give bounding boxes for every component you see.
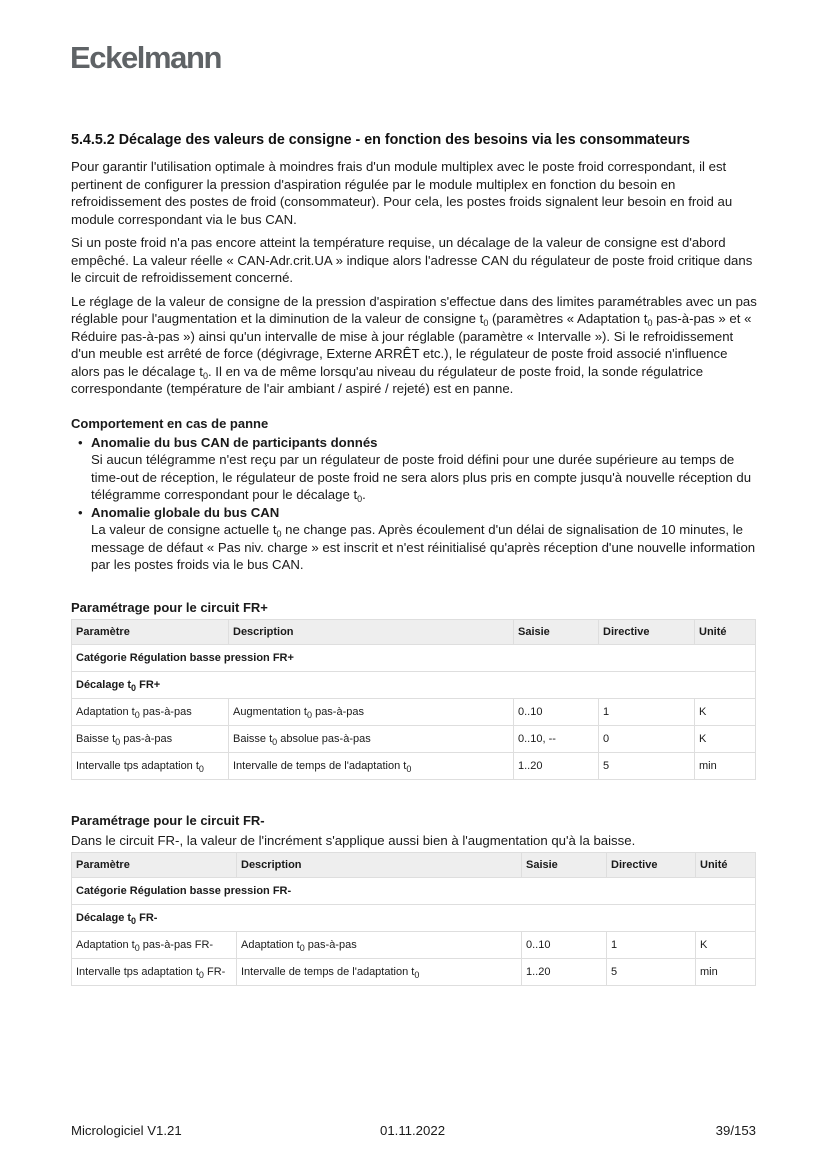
table-fr-plus (71, 619, 756, 780)
footer-version: Micrologiciel V1.21 (71, 1123, 182, 1138)
table-fr-minus (71, 852, 756, 986)
table-row: Intervalle tps adaptation $t_0$ Intervalle de temps de l'adaptation $t_0$ 1..20 5 min (72, 752, 756, 779)
paragraph-setpoint-adjustment: Le réglage de la valeur de consigne de la pression d'aspiration s'effectue dans des limites paramétrables avec un pas réglable pour l'augmentation et la diminution de la valeur de consigne $t_0$ (paramètres « Adaptation $t_0$ pas-à-pas » et « Réduire pas-à-pas ») ainsi qu'un intervalle de mise à jour réglable (paramètre « Intervalle »). Si le refroidissement d'un meuble est arrêté de force (dégivrage, Externe ARRÊT etc.), le régulateur de poste froid associé n'influence alors pas le décalage $t_0$. Il en va de même lorsqu'au niveau du régulateur de poste froid, la sonde régulatrice correspondante (température de l'air ambiant / aspiré / rejeté) est en panne. (71, 293, 757, 396)
col-parametre: Paramètre (72, 619, 229, 644)
col-parametre: Paramètre (72, 853, 237, 878)
eckelmann-logo: Eckelmann (70, 40, 222, 75)
col-description: Description (237, 853, 522, 878)
page-content (71, 132, 757, 986)
category-row: Catégorie Régulation basse pression FR- (72, 878, 756, 905)
table-fr-minus-title: Paramétrage pour le circuit FR- (71, 812, 265, 828)
failure-list (71, 434, 757, 574)
failure-item-title: • Anomalie du bus CAN de participants donnés (91, 434, 378, 450)
footer-date: 01.11.2022 (380, 1123, 446, 1138)
paragraph-intro: Pour garantir l'utilisation optimale à moindres frais d'un module multiplex avec le poste froid correspondant, il est pertinent de configurer la pression d'aspiration régulée par le module multiplex en fonction du besoin en refroidissement des postes de froid (consommateur). Pour cela, les postes froids signalent leur besoin en froid au module correspondant via le bus CAN. (71, 159, 733, 227)
failure-item-text: Si aucun télégramme n'est reçu par un régulateur de poste froid défini pour une durée supérieure au temps de time-out de réception, le régulateur de poste froid ne sera alors plus pris en compte jusqu'à nouvelle réception du télégramme correspondant pour le décalage $t_0$. (91, 452, 752, 504)
col-description: Description (229, 619, 514, 644)
footer-page-number: 39/153 (715, 1123, 756, 1138)
failure-item (91, 434, 757, 504)
section-title: 5.4.5.2 Décalage des valeurs de consigne - en fonction des besoins via les consommateurs (71, 132, 690, 148)
table-row: Intervalle tps adaptation $t_0$ FR- Intervalle de temps de l'adaptation $t_0$ 1..20 5 min (72, 959, 756, 986)
col-saisie: Saisie (522, 853, 607, 878)
category-row: Catégorie Régulation basse pression FR+ (72, 644, 756, 671)
failure-item-text: La valeur de consigne actuelle $t_0$ ne change pas. Après écoulement d'un délai de signalisation de 10 minutes, le message de défaut « Pas niv. charge » est inscrit et n'est réinitialisé qu'après réception d'une nouvelle information par les postes froids via le bus CAN. (91, 522, 756, 572)
table-row: Adaptation $t_0$ pas-à-pas Augmentation $t_0$ pas-à-pas 0..10 1 K (72, 698, 756, 725)
col-directive: Directive (607, 853, 696, 878)
failure-heading: Comportement en cas de panne (71, 415, 269, 431)
table-fr-plus-title: Paramétrage pour le circuit FR+ (71, 599, 268, 615)
col-unite: Unité (696, 853, 756, 878)
table-row: Adaptation $t_0$ pas-à-pas FR- Adaptation $t_0$ pas-à-pas 0..10 1 K (72, 932, 756, 959)
group-row: Décalage $t_0$ FR- (72, 905, 756, 932)
table-header-row (72, 853, 756, 878)
table-row: Baisse $t_0$ pas-à-pas Baisse $t_0$ absolue pas-à-pas 0..10, -- 0 K (72, 725, 756, 752)
col-directive: Directive (599, 619, 695, 644)
failure-item (91, 504, 757, 574)
paragraph-critical-address: Si un poste froid n'a pas encore atteint la température requise, un décalage de la valeur de consigne est d'abord empêché. La valeur réelle « CAN-Adr.crit.UA » indique alors l'adresse CAN du régulateur de poste froid critique dans le circuit de refroidissement concerné. (71, 235, 753, 285)
failure-item-title: • Anomalie globale du bus CAN (91, 504, 280, 520)
col-saisie: Saisie (514, 619, 599, 644)
col-unite: Unité (695, 619, 756, 644)
table-fr-minus-intro: Dans le circuit FR-, la valeur de l'incrément s'applique aussi bien à l'augmentation qu'à la baisse. (71, 832, 636, 848)
table-header-row (72, 619, 756, 644)
group-row: Décalage $t_0$ FR+ (72, 671, 756, 698)
